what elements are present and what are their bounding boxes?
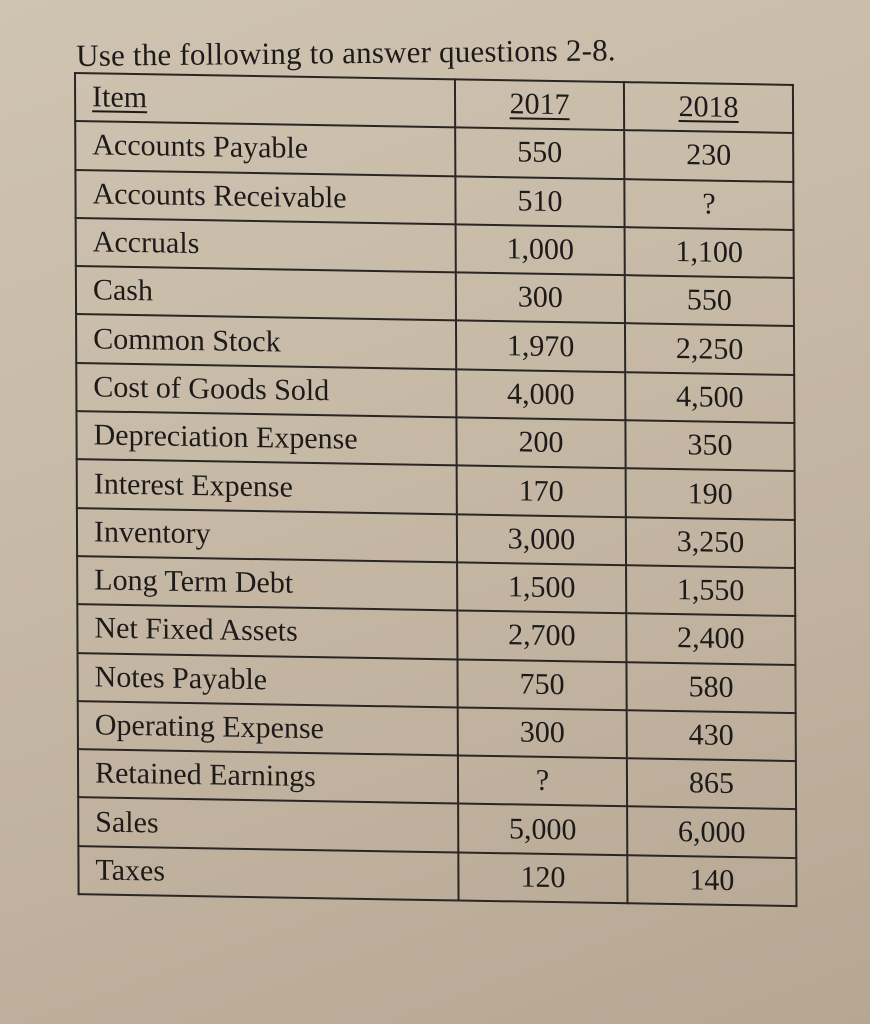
row-value-2017: 510 <box>455 176 624 227</box>
row-value-2018: 580 <box>626 662 795 713</box>
row-value-2017: 750 <box>457 659 626 710</box>
row-value-2017: 2,700 <box>457 611 626 662</box>
row-value-2018: 1,550 <box>626 565 795 616</box>
row-item-label: Inventory <box>77 508 457 563</box>
row-value-2018: 6,000 <box>627 807 796 858</box>
row-item-label: Depreciation Expense <box>76 411 456 466</box>
header-2017: 2017 <box>455 79 624 130</box>
row-item-label: Cash <box>76 266 456 321</box>
row-value-2017: 4,000 <box>456 369 625 420</box>
financial-data-table-wrapper <box>74 72 797 907</box>
row-value-2018: 350 <box>625 420 794 471</box>
row-value-2017: 200 <box>456 417 625 468</box>
row-value-2018: 550 <box>625 275 794 326</box>
row-item-label: Long Term Debt <box>77 556 457 611</box>
row-item-label: Taxes <box>78 846 458 901</box>
row-value-2018: 4,500 <box>625 372 794 423</box>
header-2018: 2018 <box>624 82 793 133</box>
row-value-2018: 3,250 <box>626 517 795 568</box>
header-item: Item <box>75 73 455 128</box>
row-item-label: Interest Expense <box>77 459 457 514</box>
row-value-2018: 1,100 <box>625 227 794 278</box>
row-value-2017: 550 <box>455 128 624 179</box>
row-item-label: Notes Payable <box>78 653 458 708</box>
table-body <box>75 73 796 906</box>
row-value-2018: 430 <box>627 710 796 761</box>
row-value-2017: 300 <box>458 707 627 758</box>
row-item-label: Net Fixed Assets <box>77 604 457 659</box>
row-item-label: Common Stock <box>76 315 456 370</box>
row-item-label: Cost of Goods Sold <box>76 363 456 418</box>
row-value-2017: 3,000 <box>457 514 626 565</box>
instructions-heading: Use the following to answer questions 2-8. <box>76 32 616 73</box>
row-value-2017: 5,000 <box>458 804 627 855</box>
row-value-2018: 2,250 <box>625 324 794 375</box>
row-value-2018: 865 <box>627 758 796 809</box>
row-value-2018: 190 <box>626 469 795 520</box>
row-value-2017: ? <box>458 756 627 807</box>
row-value-2017: 300 <box>456 273 625 324</box>
row-item-label: Accounts Receivable <box>75 170 455 225</box>
row-value-2017: 170 <box>457 466 626 517</box>
row-value-2018: ? <box>624 179 793 230</box>
row-value-2017: 120 <box>458 852 627 903</box>
financial-data-table <box>74 72 797 907</box>
row-item-label: Accounts Payable <box>75 121 455 176</box>
row-value-2017: 1,970 <box>456 321 625 372</box>
row-value-2018: 140 <box>627 855 796 906</box>
row-value-2017: 1,000 <box>456 224 625 275</box>
row-item-label: Operating Expense <box>78 701 458 756</box>
row-value-2018: 2,400 <box>626 613 795 664</box>
row-item-label: Accruals <box>76 218 456 273</box>
row-value-2018: 230 <box>624 130 793 181</box>
row-value-2017: 1,500 <box>457 562 626 613</box>
row-item-label: Sales <box>78 798 458 853</box>
row-item-label: Retained Earnings <box>78 749 458 804</box>
